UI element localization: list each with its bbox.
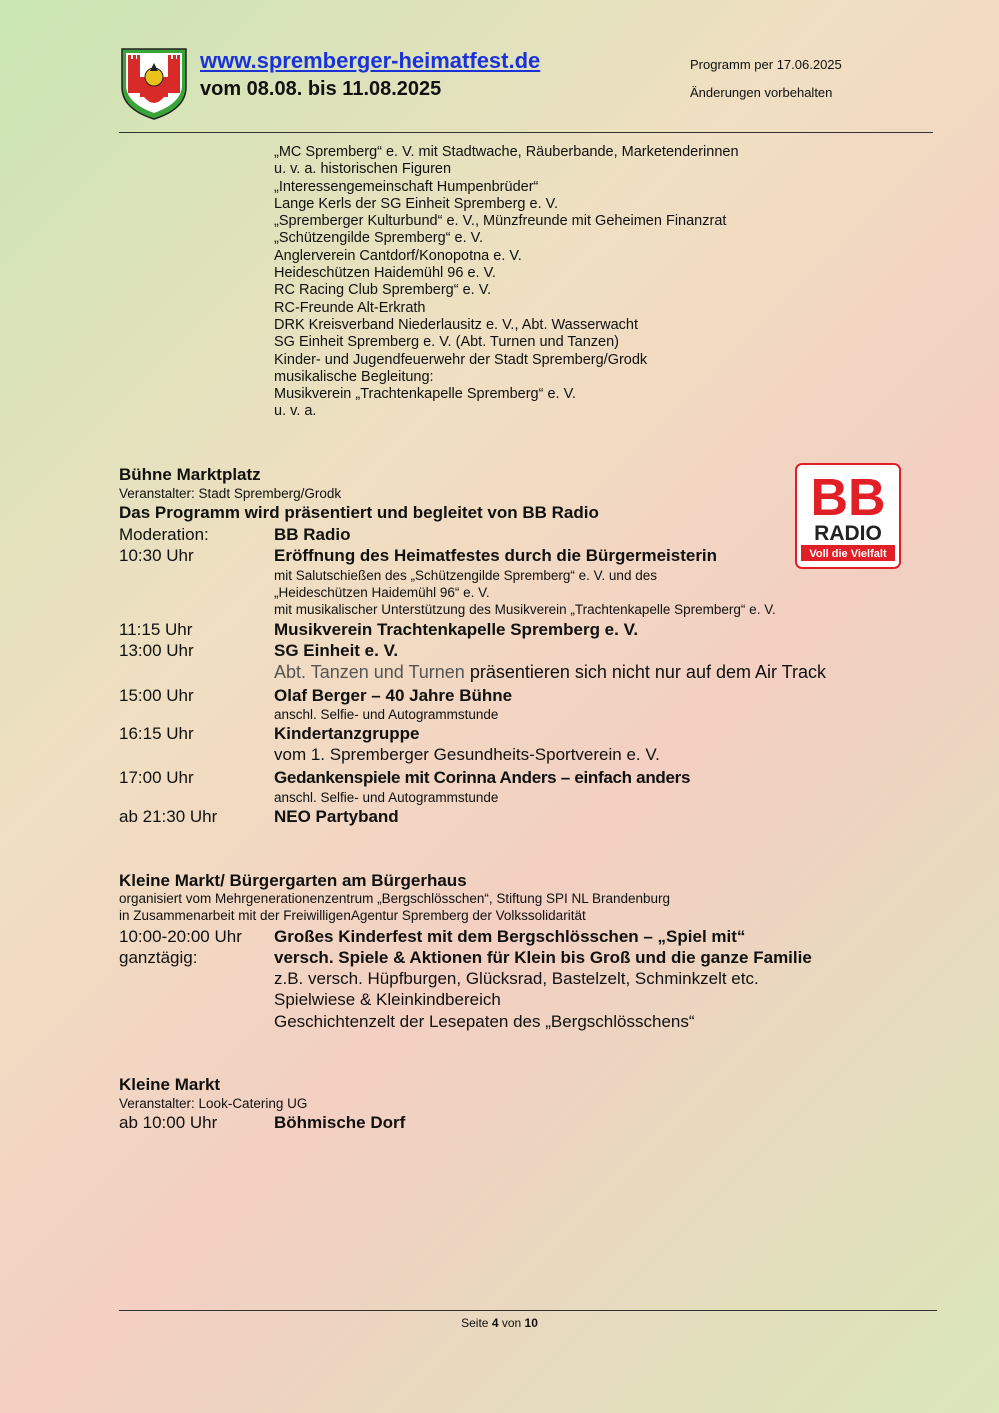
event-line: z.B. versch. Hüpfburgen, Glücksrad, Bastelzelt, Schminkzelt etc.	[274, 969, 759, 988]
list-item: „MC Spremberg“ e. V. mit Stadtwache, Räuberbande, Marketenderinnen	[274, 144, 739, 160]
event-line: Spielwiese & Kleinkindbereich	[274, 990, 501, 1009]
moderation-label: Moderation:	[119, 525, 209, 544]
moderation-value: BB Radio	[274, 525, 351, 544]
event-note: „Heideschützen Haidemühl 96“ e. V.	[274, 585, 490, 600]
event-time: 15:00 Uhr	[119, 686, 194, 705]
event-time: 10:00-20:00 Uhr	[119, 927, 242, 946]
logo-slogan-text: Voll die Vielfalt	[809, 548, 887, 560]
list-item: Heideschützen Haidemühl 96 e. V.	[274, 265, 496, 282]
page-mid: von	[498, 1316, 525, 1330]
event-time: ab 10:00 Uhr	[119, 1113, 218, 1132]
list-item: RC Racing Club Spremberg“ e. V.	[274, 282, 492, 299]
event-time: 13:00 Uhr	[119, 641, 194, 660]
footer-divider	[119, 1310, 937, 1311]
buergergarten-org1: organisiert vom Mehrgenerationenzentrum „Bergschlösschen“, Stiftung SPI NL Brandenburg	[119, 891, 671, 906]
event-title: Großes Kinderfest mit dem Bergschlösschen – „Spiel mit“	[274, 927, 746, 946]
event-title: Musikverein Trachtenkapelle Spremberg e. V.	[274, 620, 639, 639]
list-item: „Spremberger Kulturbund“ e. V., Münzfreunde mit Geheimen Finanzrat	[274, 213, 727, 230]
list-item: Kinder- und Jugendfeuerwehr der Stadt Spremberg/Grodk	[274, 351, 648, 368]
participants-list	[274, 144, 739, 421]
buehne-presenter: Das Programm wird präsentiert und begleitet von BB Radio	[119, 503, 599, 522]
event-title: Kindertanzgruppe	[274, 724, 420, 743]
event-subline-grey: Abt. Tanzen und Turnen	[274, 662, 465, 682]
event-time: 17:00 Uhr	[119, 768, 194, 787]
list-item: „Schützengilde Spremberg“ e. V.	[274, 230, 484, 247]
event-title: Gedankenspiele mit Corinna Anders – einfach anders	[274, 768, 691, 787]
event-time: ab 21:30 Uhr	[119, 807, 218, 826]
changes-note: Änderungen vorbehalten	[690, 85, 833, 100]
program-date: Programm per 17.06.2025	[690, 57, 842, 72]
event-title: NEO Partyband	[274, 807, 399, 826]
section-title-buergergarten: Kleine Markt/ Bürgergarten am Bürgerhaus	[119, 871, 467, 890]
event-time: 16:15 Uhr	[119, 724, 194, 743]
section-title-buehne: Bühne Marktplatz	[119, 465, 261, 484]
event-subline: vom 1. Spremberger Gesundheits-Sportverein e. V.	[274, 745, 660, 764]
event-time: ganztägig:	[119, 948, 198, 967]
buergergarten-org2: in Zusammenarbeit mit der FreiwilligenAgentur Spremberg der Volkssolidarität	[119, 908, 586, 923]
event-time: 11:15 Uhr	[119, 620, 193, 639]
buehne-organizer: Veranstalter: Stadt Spremberg/Grodk	[119, 486, 342, 501]
festival-dates: vom 08.08. bis 11.08.2025	[200, 78, 442, 100]
city-crest-logo	[120, 47, 188, 121]
list-item: Lange Kerls der SG Einheit Spremberg e. V.	[274, 195, 558, 212]
logo-radio-text: RADIO	[814, 522, 882, 545]
event-subline-rest: präsentieren sich nicht nur auf dem Air Track	[464, 662, 826, 682]
event-note: mit musikalischer Unterstützung des Musikverein „Trachtenkapelle Spremberg“ e. V.	[274, 602, 776, 617]
logo-bb-text: BB	[810, 469, 886, 527]
page-current: 4	[491, 1316, 499, 1330]
list-item: u. v. a. historischen Figuren	[274, 161, 452, 178]
header-divider	[119, 132, 933, 133]
event-note: anschl. Selfie- und Autogrammstunde	[274, 707, 499, 722]
event-note: anschl. Selfie- und Autogrammstunde	[274, 790, 499, 805]
page-number	[0, 1316, 999, 1330]
event-title: SG Einheit e. V.	[274, 641, 399, 660]
event-title: Olaf Berger – 40 Jahre Bühne	[274, 686, 513, 705]
event-title: Böhmische Dorf	[274, 1113, 406, 1132]
event-subline	[274, 662, 826, 683]
event-title: Eröffnung des Heimatfestes durch die Bürgermeisterin	[274, 546, 718, 565]
site-url-link[interactable]: www.spremberger-heimatfest.de	[200, 48, 541, 73]
kleine-markt-organizer: Veranstalter: Look-Catering UG	[119, 1096, 308, 1111]
event-title: versch. Spiele & Aktionen für Klein bis Groß und die ganze Familie	[274, 948, 812, 967]
list-item: „Interessengemeinschaft Humpenbrüder“	[274, 178, 539, 195]
list-item: DRK Kreisverband Niederlausitz e. V., Abt. Wasserwacht	[274, 316, 639, 333]
bb-radio-logo	[795, 463, 901, 569]
list-item: u. v. a.	[274, 403, 317, 420]
event-line: Geschichtenzelt der Lesepaten des „Bergschlösschens“	[274, 1012, 695, 1031]
page-prefix: Seite	[461, 1316, 492, 1330]
list-item: RC-Freunde Alt-Erkrath	[274, 299, 426, 316]
event-note: mit Salutschießen des „Schützengilde Spremberg“ e. V. und des	[274, 568, 657, 583]
page-total: 10	[524, 1316, 538, 1330]
event-time: 10:30 Uhr	[119, 546, 194, 565]
list-item: Anglerverein Cantdorf/Konopotna e. V.	[274, 247, 522, 264]
list-item: SG Einheit Spremberg e. V. (Abt. Turnen und Tanzen)	[274, 334, 619, 351]
section-title-kleine-markt: Kleine Markt	[119, 1075, 221, 1094]
list-item: musikalische Begleitung:	[274, 368, 434, 385]
list-item: Musikverein „Trachtenkapelle Spremberg“ e. V.	[274, 386, 576, 403]
